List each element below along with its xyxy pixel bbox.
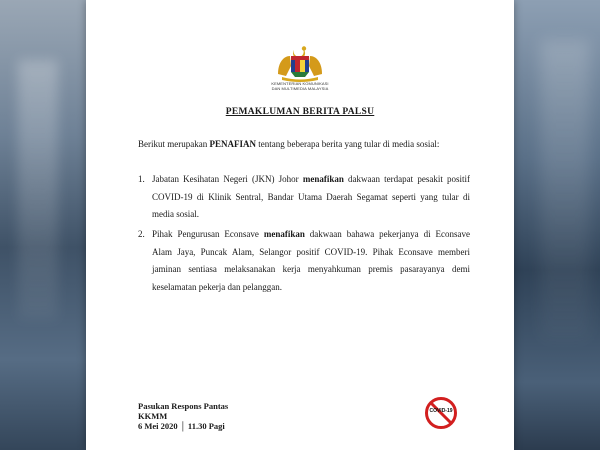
list-item xyxy=(138,171,470,224)
ministry-name-line1: KEMENTERIAN KOMUNIKASI xyxy=(271,81,329,86)
list-item-number: 2. xyxy=(138,229,145,239)
list-item xyxy=(138,226,470,296)
ministry-name-line2: DAN MULTIMEDIA MALAYSIA xyxy=(271,86,329,91)
list-item-text-after: dakwaan terdapat pesakit positif COVID-19 di Klinik Sentral, Bandar Utama Daerah Segamat seperti yang tular di media sosial. xyxy=(152,174,470,219)
list-item-text-before: Pihak Pengurusan Econsave xyxy=(152,229,264,239)
malaysia-coat-of-arms-icon xyxy=(274,44,326,82)
footer-org: KKMM xyxy=(138,411,168,421)
intro-text-after: tentang beberapa berita yang tular di media sosial: xyxy=(255,139,440,149)
intro-bold-word: PENAFIAN xyxy=(209,139,256,149)
list-item-bold-word: menafikan xyxy=(263,229,305,239)
no-covid-badge-label: COVID-19 xyxy=(429,408,453,414)
footer-team: Pasukan Respons Pantas xyxy=(138,401,229,411)
signature-block xyxy=(138,401,228,431)
list-item-text xyxy=(152,226,470,296)
background-right xyxy=(514,0,600,450)
document-page xyxy=(86,0,514,450)
list-item-text-before: Jabatan Kesihatan Negeri (JKN) Johor xyxy=(152,174,303,184)
list-item-text-after: dakwaan bahawa pekerjanya di Econsave Alam Jaya, Puncak Alam, Selangor positif COVID-19. Pihak Econsave memberi jaminan sentiasa melaksanakan kerja menyahkuman premis pasarayanya demi keselamatan pekerja dan pelanggan. xyxy=(152,229,470,292)
ministry-name xyxy=(236,81,364,91)
intro-text-before: Berikut merupakan xyxy=(138,139,210,149)
list-item-text xyxy=(152,171,470,224)
background-left xyxy=(0,0,86,450)
footer-datetime: 6 Mei 2020 │ 11.30 Pagi xyxy=(138,421,225,431)
list-item-number: 1. xyxy=(138,174,145,184)
intro-paragraph xyxy=(138,135,468,153)
list-item-bold-word: menafikan xyxy=(302,174,344,184)
document-title: PEMAKLUMAN BERITA PALSU xyxy=(225,107,375,117)
